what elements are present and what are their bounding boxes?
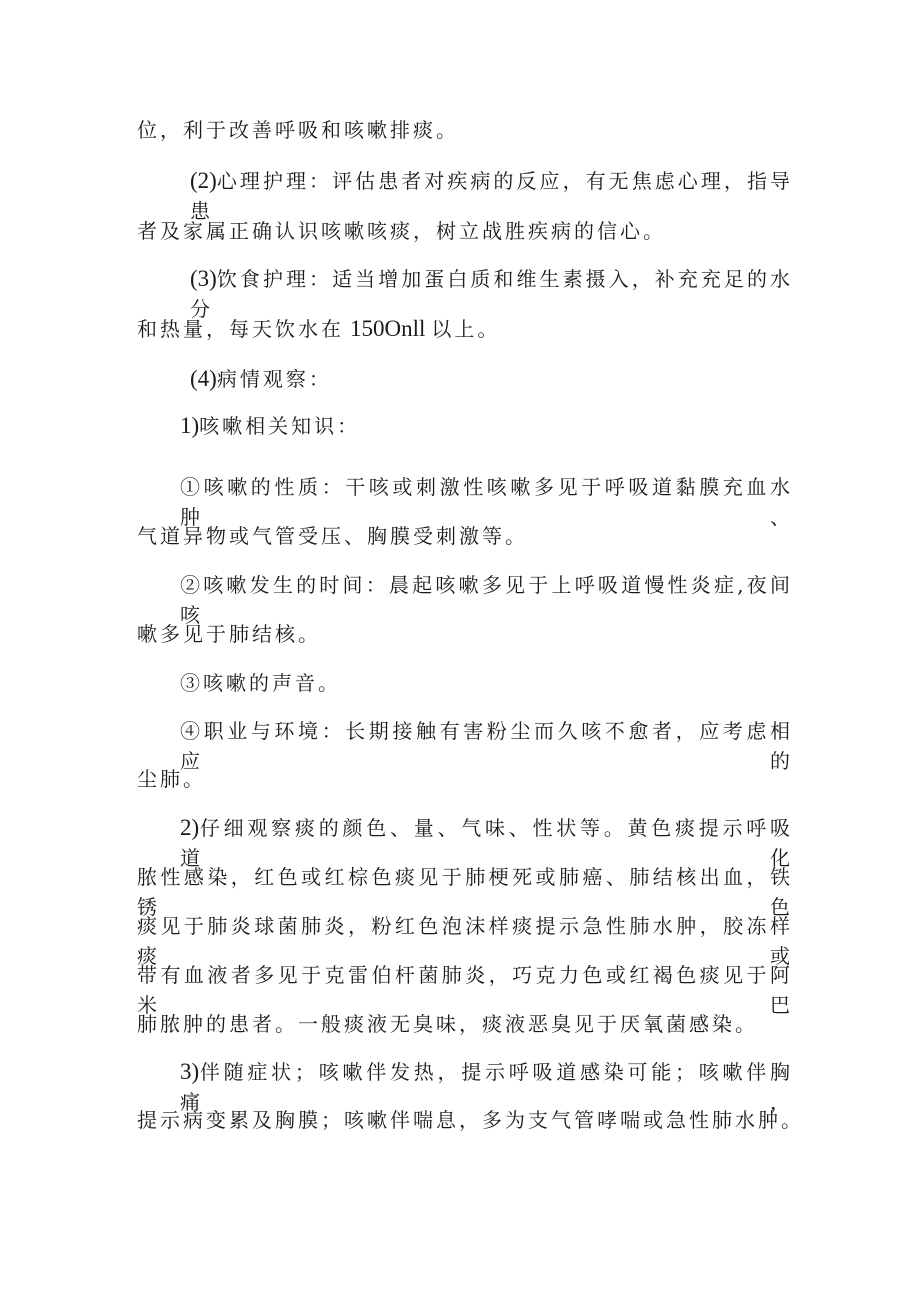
text-line: 痰见于肺炎球菌肺炎，粉红色泡沫样痰提示急性肺水肿，胶冻样痰或 [137, 914, 793, 968]
paragraph-diet-care: (3)饮食护理：适当增加蛋白质和维生素摄入，补充充足的水分 [190, 266, 793, 321]
paragraph-cough-nature: ①咳嗽的性质：干咳或刺激性咳嗽多见于呼吸道黏膜充血水肿、 [180, 475, 793, 529]
text-line: 尘肺。 [137, 767, 206, 791]
item-number: 3) [180, 1059, 200, 1084]
text-line: 气道异物或气管受压、胸膜受刺激等。 [137, 524, 528, 548]
water-volume: 150Onll [350, 316, 426, 341]
item-number: 2) [180, 815, 200, 840]
text-line: 者及家属正确认识咳嗽咳痰，树立战胜疾病的信心。 [137, 219, 666, 243]
text-line: 肺脓肿的患者。一般痰液无臭味，痰液恶臭见于厌氧菌感染。 [137, 1012, 758, 1036]
paragraph-accompanying-symptoms: 3)伴随症状；咳嗽伴发热，提示呼吸道感染可能；咳嗽伴胸痛， [180, 1059, 793, 1114]
text-line: 带有血液者多见于克雷伯杆菌肺炎，巧克力色或红褐色痰见于阿米巴 [137, 963, 793, 1017]
paragraph-occupation: ④职业与环境：长期接触有害粉尘而久咳不愈者，应考虑相应的 [180, 719, 793, 773]
text-line: 位，利于改善呼吸和咳嗽排痰。 [137, 118, 459, 142]
item-number: (4) [190, 366, 217, 391]
paragraph-observation-heading: (4)病情观察： [190, 366, 332, 391]
text-line: 和热量，每天饮水在 150Onll 以上。 [137, 316, 501, 341]
text-line: 提示病变累及胸膜；咳嗽伴喘息，多为支气管哮喘或急性肺水肿。 [137, 1108, 804, 1132]
paragraph-cough-time: ②咳嗽发生的时间：晨起咳嗽多见于上呼吸道慢性炎症,夜间咳 [180, 573, 793, 627]
item-number: 1) [180, 413, 200, 438]
subheading-cough-knowledge: 1)咳嗽相关知识： [180, 413, 361, 438]
text-line: 脓性感染，红色或红棕色痰见于肺梗死或肺癌、肺结核出血，铁锈色 [137, 865, 793, 919]
text-line: 嗽多见于肺结核。 [137, 622, 321, 646]
item-number: (3) [190, 266, 217, 291]
paragraph-sputum-observation: 2)仔细观察痰的颜色、量、气味、性状等。黄色痰提示呼吸道化 [180, 815, 793, 870]
item-number: (2) [190, 168, 217, 193]
paragraph-cough-sound: ③咳嗽的声音。 [180, 671, 341, 695]
paragraph-psychological-care: (2)心理护理：评估患者对疾病的反应，有无焦虑心理，指导患 [190, 168, 793, 223]
